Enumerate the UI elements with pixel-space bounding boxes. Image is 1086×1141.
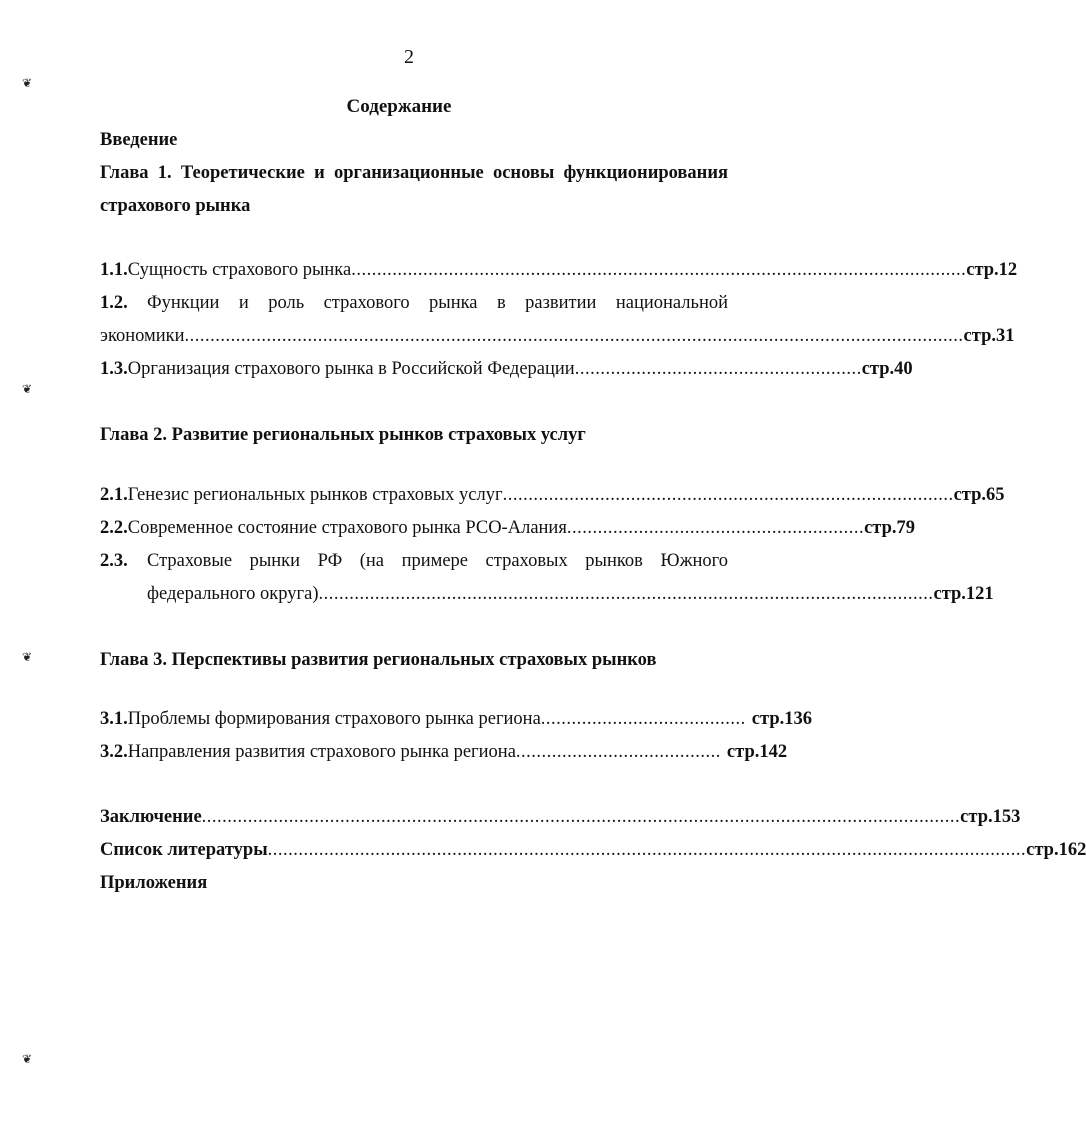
toc-item-text: Проблемы формирования страхового рынка региона xyxy=(127,709,541,729)
page-number: 2 xyxy=(404,46,414,68)
toc-item-1-1 xyxy=(100,260,1018,281)
toc-item-text: федерального округа) xyxy=(147,584,319,604)
toc-item-number: 1.1. xyxy=(100,260,128,280)
toc-item-text: Организация страхового рынка в Российской Федерации xyxy=(127,359,575,379)
toc-item-text: Направления развития страхового рынка региона xyxy=(127,742,516,762)
toc-item-page: стр.65 xyxy=(953,485,1005,505)
toc-appendix: Приложения xyxy=(100,873,208,893)
chapter-3-title: Глава 3. Перспективы развития региональных страховых рынков xyxy=(100,650,657,670)
margin-mark: ❦ xyxy=(22,382,33,396)
margin-mark: ❦ xyxy=(22,650,33,664)
toc-item-page: стр.153 xyxy=(960,807,1021,827)
toc-item-text: Список литературы xyxy=(100,840,268,860)
toc-item-page: стр.142 xyxy=(726,742,788,762)
toc-item-1-2-line1 xyxy=(100,293,728,314)
toc-item-page: стр.12 xyxy=(966,260,1018,280)
dot-leader: .................................................................................................................................................... xyxy=(201,807,961,827)
dot-leader: ........................................................................................ xyxy=(502,485,954,505)
toc-item-number: 2.2. xyxy=(100,518,128,538)
margin-mark: ❦ xyxy=(22,76,33,90)
toc-intro: Введение xyxy=(100,130,178,150)
dot-leader: .......................................................... xyxy=(566,518,865,538)
toc-item-2-2 xyxy=(100,518,916,539)
toc-references xyxy=(100,840,1086,861)
toc-item-number: 2.3. xyxy=(100,551,128,571)
toc-item-1-2-line2 xyxy=(100,326,1015,347)
toc-item-number: 1.2. xyxy=(100,293,128,313)
toc-item-number: 1.3. xyxy=(100,359,128,379)
toc-item-page: стр.162 xyxy=(1026,840,1086,860)
toc-item-text: Заключение xyxy=(100,807,202,827)
chapter-1-title-line1: Глава 1. Теоретические и организационные основы функционирования xyxy=(100,163,728,183)
toc-item-text: экономики xyxy=(100,326,185,346)
toc-item-page: стр.136 xyxy=(751,709,812,729)
page-title: Содержание xyxy=(346,96,452,117)
dot-leader: ........................................ xyxy=(515,742,721,762)
margin-mark: ❦ xyxy=(22,1052,33,1066)
chapter-1-title-line2: страхового рынка xyxy=(100,196,251,216)
toc-conclusion xyxy=(100,807,1021,828)
toc-item-page: стр.40 xyxy=(861,359,913,379)
dot-leader: ........................................................................................................................ xyxy=(318,584,934,604)
toc-item-text: Функции и роль страхового рынка в развитии национальной xyxy=(147,293,728,313)
dot-leader: ........................................................................................................................ xyxy=(351,260,967,280)
toc-item-text: Современное состояние страхового рынка РСО-Алания xyxy=(127,518,567,538)
toc-item-2-1 xyxy=(100,485,1005,506)
toc-item-3-2 xyxy=(100,742,788,763)
toc-item-page: стр.31 xyxy=(963,326,1015,346)
toc-item-number: 3.2. xyxy=(100,742,128,762)
toc-item-3-1 xyxy=(100,709,812,730)
toc-item-page: стр.121 xyxy=(933,584,994,604)
dot-leader: ........................................ xyxy=(540,709,746,729)
toc-item-page: стр.79 xyxy=(864,518,916,538)
chapter-2-title: Глава 2. Развитие региональных рынков страховых услуг xyxy=(100,425,586,445)
toc-item-text: Генезис региональных рынков страховых услуг xyxy=(127,485,503,505)
toc-item-1-3 xyxy=(100,359,913,380)
toc-item-number: 3.1. xyxy=(100,709,128,729)
toc-item-text: Сущность страхового рынка xyxy=(127,260,352,280)
toc-item-number: 2.1. xyxy=(100,485,128,505)
toc-item-2-3-line2 xyxy=(147,584,994,605)
toc-item-text: Страховые рынки РФ (на примере страховых рынков Южного xyxy=(147,551,728,571)
dot-leader: ........................................................................................................................................................ xyxy=(184,326,964,346)
toc-item-2-3-line1 xyxy=(100,551,728,572)
dot-leader: ........................................................ xyxy=(574,359,862,379)
dot-leader: .................................................................................................................................................... xyxy=(267,840,1027,860)
